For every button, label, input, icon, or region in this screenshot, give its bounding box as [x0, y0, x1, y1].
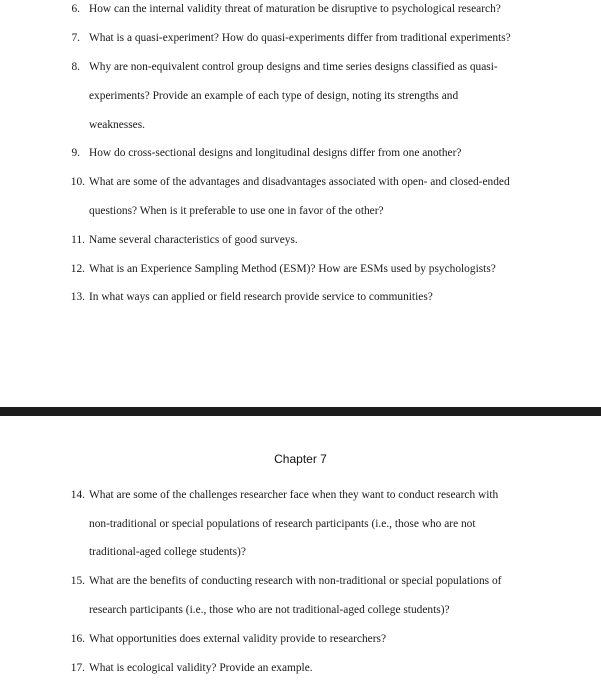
question-14-text-line-3: traditional-aged college students)?: [89, 546, 246, 558]
question-7-number: 7.: [71, 32, 80, 44]
question-15-text-line-1: What are the benefits of conducting research with non-traditional or special populations of: [89, 575, 502, 587]
question-17-number: 17.: [70, 662, 85, 674]
question-10-text-line-1: What are some of the advantages and disadvantages associated with open- and closed-ended: [89, 176, 510, 188]
question-14-text-line-2: non-traditional or special populations of research participants (i.e., those who are not: [89, 518, 476, 530]
question-16-text: What opportunities does external validity provide to researchers?: [89, 633, 387, 645]
question-8-text-line-1: Why are non-equivalent control group designs and time series designs classified as quasi-: [89, 61, 498, 73]
question-9-text: How do cross-sectional designs and longitudinal designs differ from one another?: [89, 147, 462, 159]
question-8-text-line-3: weaknesses.: [89, 119, 145, 131]
question-8-number: 8.: [71, 61, 80, 73]
question-9-number: 9.: [71, 147, 80, 159]
question-11-number: 11.: [71, 234, 85, 246]
question-6-number: 6.: [71, 3, 80, 15]
question-8-text-line-2: experiments? Provide an example of each type of design, noting its strengths and: [89, 90, 459, 102]
question-17-text: What is ecological validity? Provide an example.: [89, 662, 313, 674]
question-14-number: 14.: [70, 489, 85, 501]
question-14-text-line-1: What are some of the challenges researcher face when they want to conduct research with: [89, 489, 499, 501]
question-16-number: 16.: [70, 633, 85, 645]
question-13-number: 13.: [70, 291, 85, 303]
question-15-text-line-2: research participants (i.e., those who are not traditional-aged college students)?: [89, 604, 450, 616]
chapter-title: Chapter 7: [274, 452, 327, 466]
question-15-number: 15.: [70, 575, 85, 587]
question-11-text: Name several characteristics of good surveys.: [89, 234, 298, 246]
question-10-text-line-2: questions? When is it preferable to use one in favor of the other?: [89, 205, 384, 217]
question-6-text: How can the internal validity threat of maturation be disruptive to psychological research?: [89, 3, 501, 15]
question-13-text: In what ways can applied or field research provide service to communities?: [89, 291, 433, 303]
question-7-text: What is a quasi-experiment? How do quasi-experiments differ from traditional experiments?: [89, 32, 511, 44]
page-divider: [0, 407, 601, 416]
question-12-text: What is an Experience Sampling Method (ESM)? How are ESMs used by psychologists?: [89, 263, 496, 275]
question-12-number: 12.: [70, 263, 85, 275]
question-10-number: 10.: [70, 176, 85, 188]
